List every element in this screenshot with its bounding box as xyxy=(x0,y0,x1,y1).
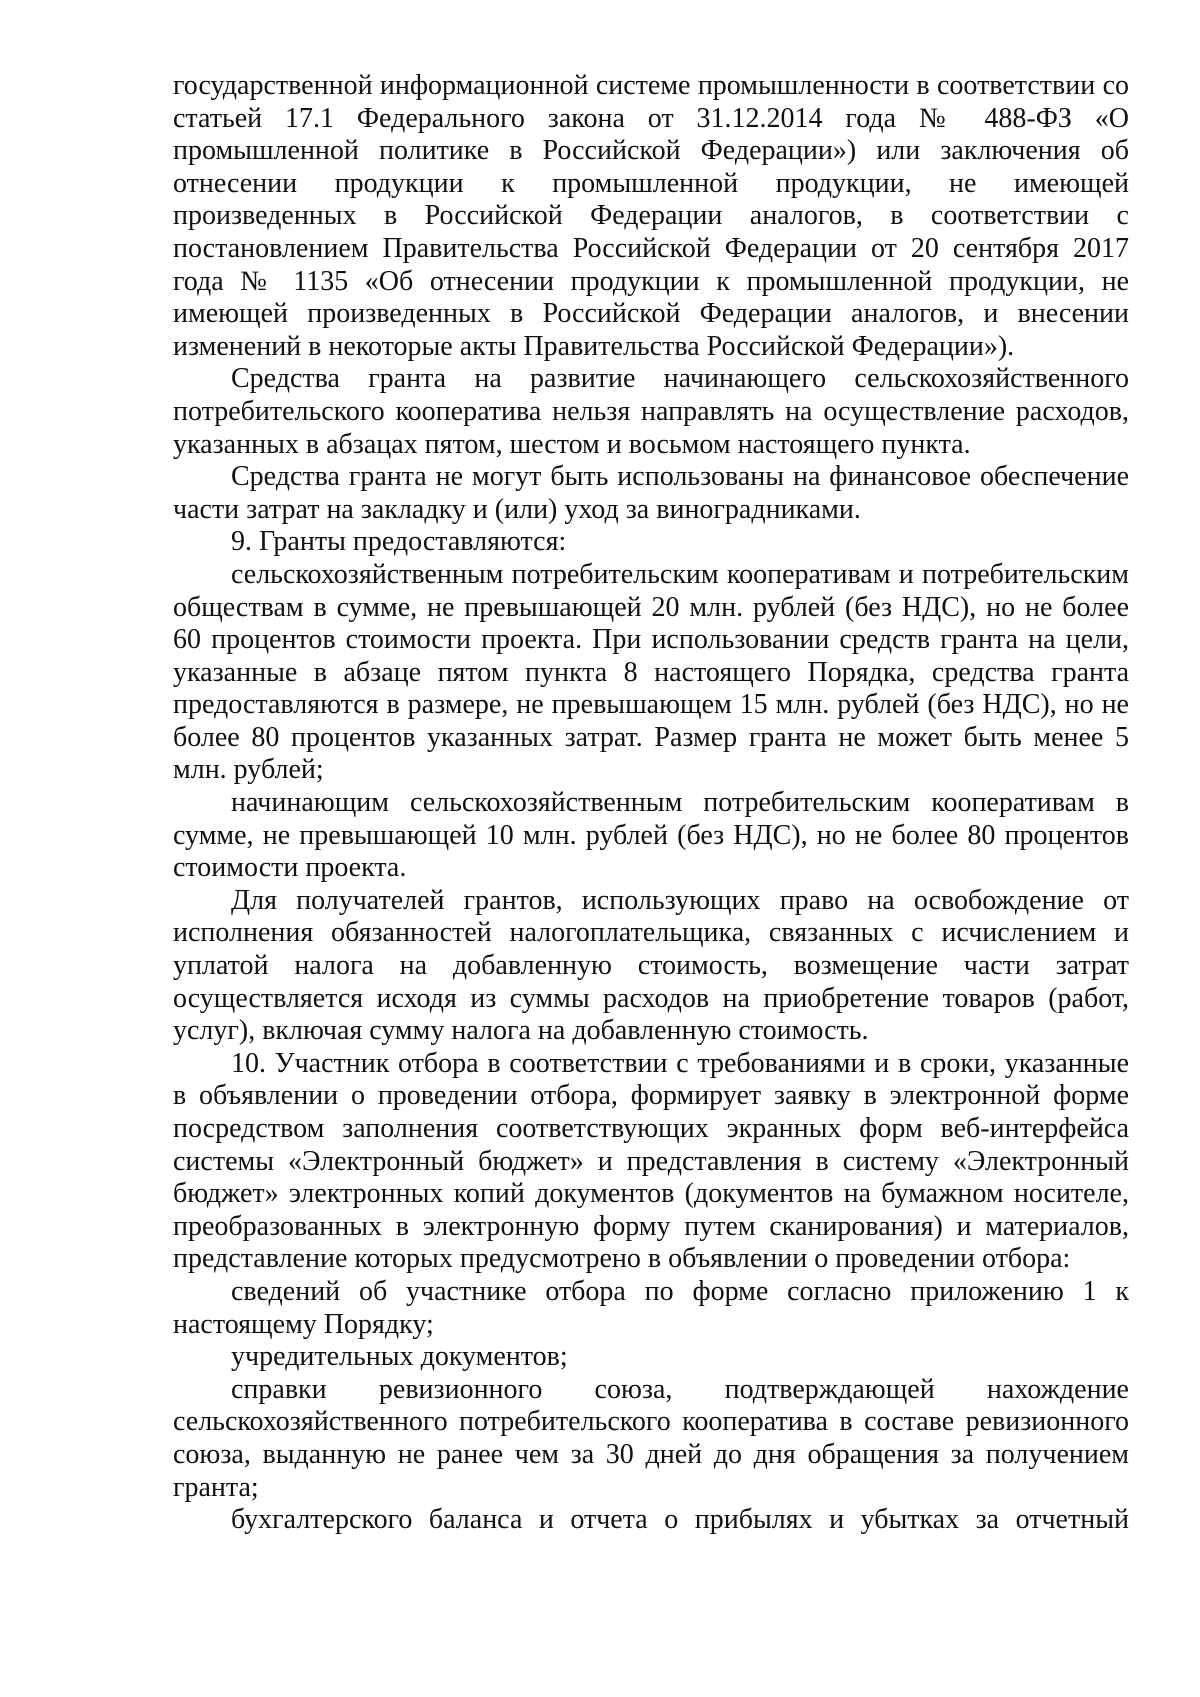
list-item-participant-info: сведений об участнике отбора по форме согласно приложению 1 к настоящему Порядку; xyxy=(173,1275,1129,1340)
paragraph-beginning-cooperatives-grant: начинающим сельскохозяйственным потребительским кооперативам в сумме, не превышающей 10 млн. рублей (без НДС), но не более 80 процентов стоимости проекта. xyxy=(173,787,1129,884)
paragraph-clause-10-application: 10. Участник отбора в соответствии с требованиями и в сроки, указанные в объявлении о проведении отбора, формирует заявку в электронной форме посредством заполнения соответствующих экранных форм веб-интерфейса системы «Электронный бюджет» и представления в систему «Электронный бюджет» электронных копий документов (документов на бумажном носителе, преобразованных в электронную форму путем сканирования) и материалов, представление которых предусмотрено в объявлении о проведении отбора: xyxy=(173,1047,1129,1275)
paragraph-cooperatives-grant: сельскохозяйственным потребительским кооперативам и потребительским обществам в сумме, не превышающей 20 млн. рублей (без НДС), но не более 60 процентов стоимости проекта. При использовании средств гранта на цели, указанные в абзаце пятом пункта 8 настоящего Порядка, средства гранта предоставляются в размере, не превышающем 15 млн. рублей (без НДС), но не более 80 процентов указанных затрат. Размер гранта не может быть менее 5 млн. рублей; xyxy=(173,558,1129,786)
paragraph-vineyard-restriction: Средства гранта не могут быть использованы на финансовое обеспечение части затрат на закладку и (или) уход за виноградниками. xyxy=(173,461,1129,525)
paragraph-continuation: государственной информационной системе промышленности в соответствии со статьей 17.1 Федерального закона от 31.12.2014 года № 488-ФЗ «О промышленной политике в Российской Федерации») или заключения об отнесении продукции к промышленной продукции, не имеющей произведенных в Российской Федерации аналогов, в соответствии с постановлением Правительства Российской Федерации от 20 сентября 2017 года № 1135 «Об отнесении продукции к промышленной продукции, не имеющей произведенных в Российской Федерации аналогов, и внесении изменений в некоторые акты Правительства Российской Федерации»). xyxy=(173,70,1129,362)
list-item-founding-documents: учредительных документов; xyxy=(231,1341,568,1373)
paragraph-grant-restriction: Средства гранта на развитие начинающего сельскохозяйственного потребительского кооператива нельзя направлять на осуществление расходов, указанных в абзацах пятом, шестом и восьмом настоящего пункта. xyxy=(173,363,1129,460)
document-page xyxy=(173,70,1129,1537)
paragraph-clause-9-heading: 9. Гранты предоставляются: xyxy=(231,526,567,558)
list-item-audit-union-certificate: справки ревизионного союза, подтверждающей нахождение сельскохозяйственного потребительского кооператива в составе ревизионного союза, выданную не ранее чем за 30 дней до дня обращения за получением гранта; xyxy=(173,1373,1129,1503)
list-item-balance-sheet: бухгалтерского баланса и отчета о прибылях и убытках за отчетный xyxy=(231,1504,1129,1536)
paragraph-vat-exemption: Для получателей грантов, использующих право на освобождение от исполнения обязанностей налогоплательщика, связанных с исчислением и уплатой налога на добавленную стоимость, возмещение части затрат осуществляется исходя из суммы расходов на приобретение товаров (работ, услуг), включая сумму налога на добавленную стоимость. xyxy=(173,884,1129,1047)
